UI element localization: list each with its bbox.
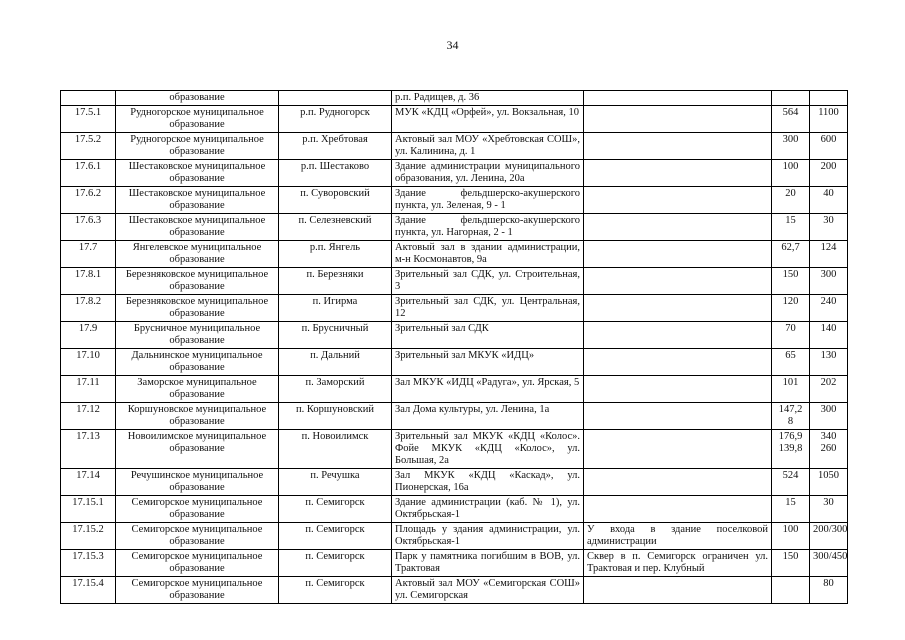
capacity-cell: 147,2 8 <box>772 403 810 430</box>
count-cell: 240 <box>810 295 848 322</box>
row-number-cell: 17.15.3 <box>61 550 116 577</box>
capacity-cell: 176,9 139,8 <box>772 430 810 469</box>
count-cell: 600 <box>810 133 848 160</box>
venue-cell: Здание фельдшерско-акушерского пункта, ул. Зеленая, 9 - 1 <box>392 187 584 214</box>
table-row <box>61 160 848 187</box>
table-row <box>61 133 848 160</box>
row-number-cell: 17.8.2 <box>61 295 116 322</box>
venue-cell: Зрительный зал МКУК «КДЦ «Колос». Фойе МКУК «КДЦ «Колос», ул. Большая, 2а <box>392 430 584 469</box>
row-number-cell: 17.14 <box>61 469 116 496</box>
notes-cell: У входа в здание поселковой администрации <box>584 523 772 550</box>
table-row <box>61 550 848 577</box>
municipality-cell: Новоилимское муниципальное образование <box>116 430 279 469</box>
notes-cell <box>584 349 772 376</box>
municipality-cell: Рудногорское муниципальное образование <box>116 106 279 133</box>
table-row <box>61 523 848 550</box>
count-cell: 300 <box>810 268 848 295</box>
capacity-cell: 15 <box>772 496 810 523</box>
municipality-cell: Березняковское муниципальное образование <box>116 268 279 295</box>
notes-cell <box>584 376 772 403</box>
capacity-cell: 100 <box>772 160 810 187</box>
row-number-cell: 17.8.1 <box>61 268 116 295</box>
row-number-cell: 17.12 <box>61 403 116 430</box>
notes-cell: Сквер в п. Семигорск ограничен ул. Трактовая и пер. Клубный <box>584 550 772 577</box>
count-cell: 130 <box>810 349 848 376</box>
notes-cell <box>584 106 772 133</box>
notes-cell <box>584 322 772 349</box>
venue-cell: Зрительный зал МКУК «ИДЦ» <box>392 349 584 376</box>
municipality-cell: Семигорское муниципальное образование <box>116 523 279 550</box>
row-number-cell: 17.15.1 <box>61 496 116 523</box>
row-number-cell: 17.6.1 <box>61 160 116 187</box>
count-cell: 300 <box>810 403 848 430</box>
row-number-cell: 17.11 <box>61 376 116 403</box>
municipality-cell: Брусничное муниципальное образование <box>116 322 279 349</box>
notes-cell <box>584 133 772 160</box>
row-number-cell: 17.6.2 <box>61 187 116 214</box>
notes-cell <box>584 160 772 187</box>
capacity-cell: 20 <box>772 187 810 214</box>
table-row <box>61 496 848 523</box>
venue-cell: Зал Дома культуры, ул. Ленина, 1а <box>392 403 584 430</box>
table-row <box>61 403 848 430</box>
row-number-cell: 17.15.2 <box>61 523 116 550</box>
count-cell: 80 <box>810 577 848 604</box>
notes-cell <box>584 496 772 523</box>
count-cell: 30 <box>810 496 848 523</box>
venue-cell: Здание фельдшерско-акушерского пункта, ул. Нагорная, 2 - 1 <box>392 214 584 241</box>
locality-cell: п. Заморский <box>279 376 392 403</box>
count-cell: 1050 <box>810 469 848 496</box>
municipality-cell: Янгелевское муниципальное образование <box>116 241 279 268</box>
table-row <box>61 376 848 403</box>
locality-cell: р.п. Хребтовая <box>279 133 392 160</box>
table-row <box>61 430 848 469</box>
capacity-cell <box>772 577 810 604</box>
count-cell: 300/450 <box>810 550 848 577</box>
row-number-cell: 17.5.2 <box>61 133 116 160</box>
locality-cell: р.п. Янгель <box>279 241 392 268</box>
count-cell: 40 <box>810 187 848 214</box>
municipality-cell: Заморское муниципальное образование <box>116 376 279 403</box>
venue-cell: Парк у памятника погибшим в ВОВ, ул. Трактовая <box>392 550 584 577</box>
venue-cell: Зал МКУК «КДЦ «Каскад», ул. Пионерская, 16а <box>392 469 584 496</box>
table-row <box>61 469 848 496</box>
table-row <box>61 106 848 133</box>
notes-cell <box>584 295 772 322</box>
notes-cell <box>584 469 772 496</box>
table-row <box>61 268 848 295</box>
table-row <box>61 91 848 106</box>
municipality-cell: Березняковское муниципальное образование <box>116 295 279 322</box>
municipality-cell: Дальнинское муниципальное образование <box>116 349 279 376</box>
table-row <box>61 322 848 349</box>
count-cell: 124 <box>810 241 848 268</box>
notes-cell <box>584 403 772 430</box>
venue-cell: р.п. Радищев, д. 36 <box>392 91 584 106</box>
table-row <box>61 187 848 214</box>
venue-cell: Здание администрации муниципального образования, ул. Ленина, 20а <box>392 160 584 187</box>
table-row <box>61 295 848 322</box>
capacity-cell: 100 <box>772 523 810 550</box>
row-number-cell: 17.15.4 <box>61 577 116 604</box>
locality-cell: п. Семигорск <box>279 577 392 604</box>
count-cell: 30 <box>810 214 848 241</box>
locality-cell: п. Речушка <box>279 469 392 496</box>
capacity-cell: 150 <box>772 268 810 295</box>
notes-cell <box>584 241 772 268</box>
venue-cell: МУК «КДЦ «Орфей», ул. Вокзальная, 10 <box>392 106 584 133</box>
locality-cell: р.п. Рудногорск <box>279 106 392 133</box>
locality-cell <box>279 91 392 106</box>
capacity-cell: 150 <box>772 550 810 577</box>
locality-cell: п. Семигорск <box>279 523 392 550</box>
row-number-cell: 17.7 <box>61 241 116 268</box>
municipality-cell: Речушинское муниципальное образование <box>116 469 279 496</box>
municipality-cell: Шестаковское муниципальное образование <box>116 214 279 241</box>
municipality-cell: Коршуновское муниципальное образование <box>116 403 279 430</box>
locality-cell: п. Селезневский <box>279 214 392 241</box>
notes-cell <box>584 91 772 106</box>
municipality-cell: Семигорское муниципальное образование <box>116 550 279 577</box>
capacity-cell: 524 <box>772 469 810 496</box>
capacity-cell: 65 <box>772 349 810 376</box>
locality-cell: п. Березняки <box>279 268 392 295</box>
locality-cell: р.п. Шестаково <box>279 160 392 187</box>
table-row <box>61 349 848 376</box>
locality-cell: п. Семигорск <box>279 496 392 523</box>
row-number-cell: 17.9 <box>61 322 116 349</box>
table-row <box>61 214 848 241</box>
locality-cell: п. Дальний <box>279 349 392 376</box>
locality-cell: п. Семигорск <box>279 550 392 577</box>
municipality-cell: Шестаковское муниципальное образование <box>116 160 279 187</box>
locality-cell: п. Брусничный <box>279 322 392 349</box>
municipality-cell: Рудногорское муниципальное образование <box>116 133 279 160</box>
capacity-cell <box>772 91 810 106</box>
locality-cell: п. Игирма <box>279 295 392 322</box>
venue-cell: Зал МКУК «ИДЦ «Радуга», ул. Ярская, 5 <box>392 376 584 403</box>
municipality-cell: Семигорское муниципальное образование <box>116 496 279 523</box>
locality-cell: п. Коршуновский <box>279 403 392 430</box>
venue-cell: Зрительный зал СДК, ул. Центральная, 12 <box>392 295 584 322</box>
venue-cell: Здание администрации (каб. № 1), ул. Октябрьская-1 <box>392 496 584 523</box>
row-number-cell: 17.5.1 <box>61 106 116 133</box>
notes-cell <box>584 187 772 214</box>
locality-cell: п. Новоилимск <box>279 430 392 469</box>
row-number-cell: 17.13 <box>61 430 116 469</box>
municipality-cell: образование <box>116 91 279 106</box>
locality-cell: п. Суворовский <box>279 187 392 214</box>
table-row <box>61 241 848 268</box>
capacity-cell: 300 <box>772 133 810 160</box>
capacity-cell: 70 <box>772 322 810 349</box>
notes-cell <box>584 577 772 604</box>
municipality-cell: Шестаковское муниципальное образование <box>116 187 279 214</box>
capacity-cell: 101 <box>772 376 810 403</box>
venue-cell: Зрительный зал СДК <box>392 322 584 349</box>
notes-cell <box>584 268 772 295</box>
municipality-cell: Семигорское муниципальное образование <box>116 577 279 604</box>
capacity-cell: 120 <box>772 295 810 322</box>
capacity-cell: 62,7 <box>772 241 810 268</box>
venue-cell: Актовый зал в здании администрации, м-н Космонавтов, 9а <box>392 241 584 268</box>
capacity-cell: 15 <box>772 214 810 241</box>
venue-cell: Актовый зал МОУ «Семигорская СОШ» ул. Семигорская <box>392 577 584 604</box>
count-cell: 1100 <box>810 106 848 133</box>
notes-cell <box>584 430 772 469</box>
venue-cell: Актовый зал МОУ «Хребтовская СОШ», ул. Калинина, д. 1 <box>392 133 584 160</box>
row-number-cell: 17.10 <box>61 349 116 376</box>
count-cell: 200/300 <box>810 523 848 550</box>
facilities-table <box>60 90 848 604</box>
count-cell: 340 260 <box>810 430 848 469</box>
count-cell: 200 <box>810 160 848 187</box>
venue-cell: Площадь у здания администрации, ул. Октябрьская-1 <box>392 523 584 550</box>
row-number-cell: 17.6.3 <box>61 214 116 241</box>
page-number: 34 <box>446 38 459 52</box>
count-cell: 202 <box>810 376 848 403</box>
table-row <box>61 577 848 604</box>
notes-cell <box>584 214 772 241</box>
capacity-cell: 564 <box>772 106 810 133</box>
row-number-cell <box>61 91 116 106</box>
venue-cell: Зрительный зал СДК, ул. Строительная, 3 <box>392 268 584 295</box>
count-cell <box>810 91 848 106</box>
count-cell: 140 <box>810 322 848 349</box>
